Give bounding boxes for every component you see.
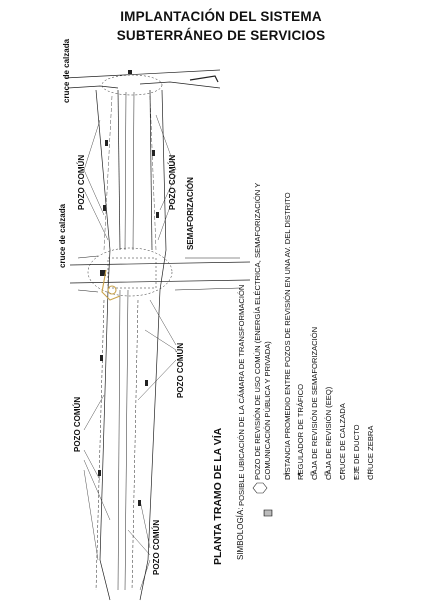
legend-item-caja-eeq: CAJA DE REVISIÓN (EEQ) (324, 386, 333, 480)
caja-revision (100, 355, 103, 361)
road-right-inner-edge (150, 90, 152, 250)
road-left-inner-edge (118, 90, 120, 250)
top-cross-street-edge (65, 70, 220, 78)
caja-revision (156, 212, 159, 218)
top-corner-curb (190, 76, 218, 82)
caja-top (128, 70, 132, 74)
legend-item-pozo: POZO DE REVISIÓN DE USO COMÚN (ENERGÍA ELÉCTRICA, SEMAFORIZACIÓN Y (253, 182, 262, 480)
median-lines-lower (118, 290, 128, 590)
page-title-line1: IMPLANTACIÓN DEL SISTEMA (120, 9, 322, 24)
caja-revision (145, 380, 148, 386)
semaforizacion-label: SEMAFORIZACIÓN (186, 177, 195, 250)
caja-revision (98, 470, 101, 476)
top-cross-street-edge (140, 82, 220, 88)
legend-title: SIMBOLOGÍA: (236, 507, 245, 560)
caja-revision (103, 205, 106, 211)
mid-cross-street (70, 262, 250, 283)
legend-item-camara: POSIBLE UBICACIÓN DE LA CÁMARA DE TRANSFORMACIÓN (237, 284, 246, 506)
pozo-comun-label: POZO COMÚN (73, 396, 82, 452)
pozo-comun-label: POZO COMÚN (77, 154, 86, 210)
cruce-label-mid: cruce de calzada (58, 203, 67, 268)
cruce-label-top: cruce de calzada (62, 38, 71, 103)
intersection-crosswalk (108, 258, 156, 288)
legend-item-distancia: DISTANCIA PROMEDIO ENTRE POZOS DE REVISIÓN EN UNA AV. DEL DISTRITO (283, 192, 292, 480)
duct-axis (96, 300, 138, 590)
pozo-comun-label: POZO COMÚN (168, 154, 177, 210)
pozo-comun-label: POZO COMÚN (152, 519, 161, 575)
planta-title: PLANTA TRAMO DE LA VÍA (212, 427, 224, 565)
hatched-rectangle-icon (264, 510, 272, 516)
traffic-signal-conduit (102, 270, 120, 300)
legend-item-regulador: REGULADOR DE TRÁFICO (296, 383, 305, 480)
caja-revision (138, 500, 141, 506)
hexagon-icon (253, 483, 267, 493)
pozo-comun-label: POZO COMÚN (176, 342, 185, 398)
legend-item-eje-ducto: EJE DE DUCTO (352, 424, 361, 480)
caja-revision (152, 150, 155, 156)
median-lines (125, 92, 134, 250)
legend-item-cruce-zebra: CRUCE ZEBRA (366, 425, 375, 480)
legend-item-pozo-cont: COMUNICACIÓN PÚBLICA Y PRIVADA) (263, 341, 272, 480)
legend-item-caja-semaforizacion: CAJA DE REVISIÓN DE SEMAFORIZACIÓN (310, 326, 319, 480)
page-title-line2: SUBTERRÁNEO DE SERVICIOS (116, 28, 326, 43)
legend-item-cruce-calzada: CRUCE DE CALZADA (338, 403, 347, 480)
cruce-circle-top (102, 75, 162, 95)
top-cross-street-edge (68, 86, 118, 88)
caja-revision (105, 140, 108, 146)
